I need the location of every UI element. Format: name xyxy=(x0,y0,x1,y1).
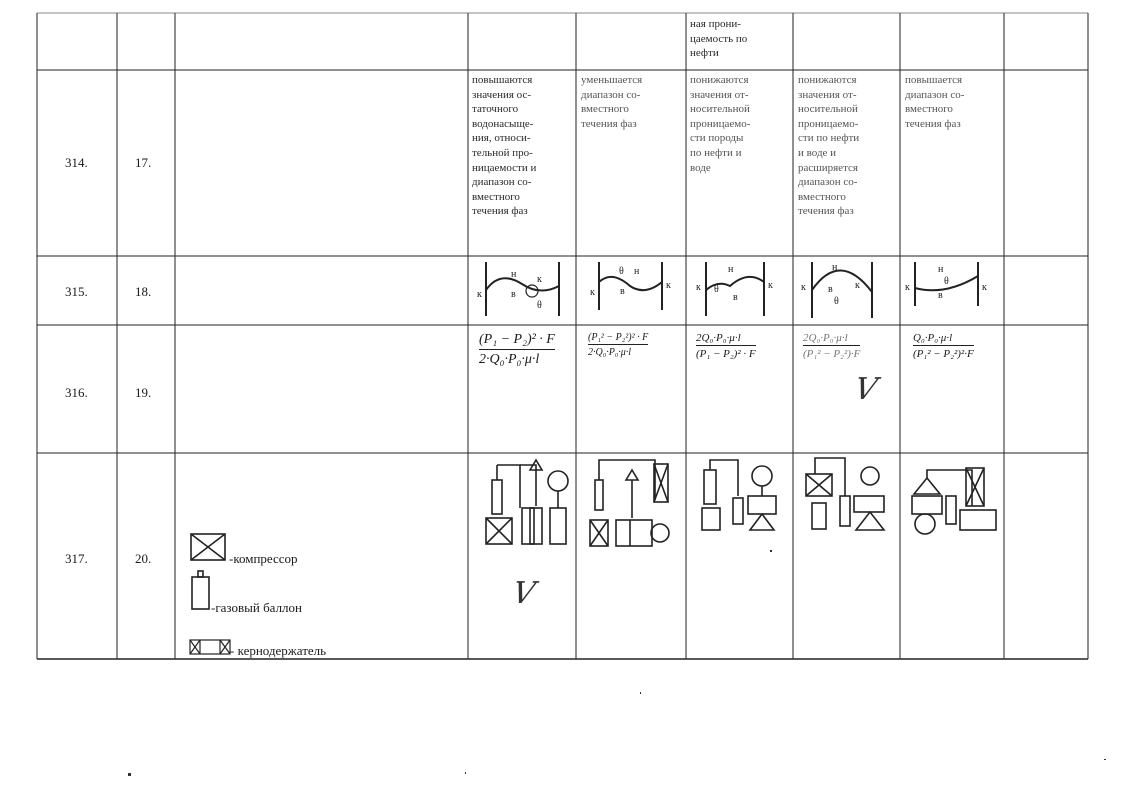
circuit-schematics xyxy=(486,458,996,546)
formula-c: 2Q₀·P₀·μ·l (P₁ − P₂)² · F xyxy=(696,332,756,360)
answer-checkmark: V xyxy=(851,372,880,407)
formula-a: (P₁ − P₂)² · F 2·Q₀·P₀·μ·l xyxy=(479,332,555,367)
svg-text:к: к xyxy=(590,287,595,298)
answer-b: уменьшается диапазон со- вместного течения фаз xyxy=(581,74,643,130)
svg-text:н: н xyxy=(832,262,838,273)
svg-text:к: к xyxy=(696,282,701,293)
svg-text:θ: θ xyxy=(619,266,624,277)
svg-text:в: в xyxy=(620,286,625,297)
formula-e: Q₀·P₀·μ·l (P₁² − P₂²)²·F xyxy=(913,332,974,360)
legend-gas-cylinder: -газовый баллон xyxy=(211,600,302,615)
row-number: 314. xyxy=(65,155,88,170)
svg-text:в: в xyxy=(938,290,943,301)
gas-cylinder-icon xyxy=(192,571,209,609)
row-number: 316. xyxy=(65,385,88,400)
svg-text:θ: θ xyxy=(714,284,719,295)
question-number: 17. xyxy=(135,155,152,170)
svg-text:к: к xyxy=(477,289,482,300)
svg-text:к: к xyxy=(982,282,987,293)
question-number: 19. xyxy=(135,385,152,400)
svg-text:к: к xyxy=(801,282,806,293)
svg-text:к: к xyxy=(905,282,910,293)
core-holder-icon xyxy=(190,640,230,654)
formula-b: (P₁² − P₂²)² · F 2·Q₀·P₀·μ·l xyxy=(588,332,649,358)
svg-text:к: к xyxy=(666,280,671,291)
formula-d: 2Q₀·P₀·μ·l (P₁² − P₂²)·F xyxy=(803,332,861,360)
svg-text:к: к xyxy=(855,280,860,291)
answer-d: понижаются значения от- носительной проницаемо- сти по нефти и воде и расширяется диапазон со- вместного течения фаз xyxy=(798,74,860,218)
svg-text:н: н xyxy=(511,269,517,280)
svg-text:в: в xyxy=(511,289,516,300)
row-number: 317. xyxy=(65,551,88,566)
svg-text:θ: θ xyxy=(944,276,949,287)
svg-text:θ: θ xyxy=(834,296,839,307)
question-number: 18. xyxy=(135,284,152,299)
compressor-icon xyxy=(191,534,225,560)
question-number: 20. xyxy=(135,551,152,566)
svg-text:н: н xyxy=(728,264,734,275)
answer-a: повышаются значения ос- таточного водонасыще- ния, относи- тельной про- ницаемости и диапазон со- вместного течения фаз xyxy=(472,74,537,218)
svg-text:θ: θ xyxy=(537,300,542,311)
svg-text:н: н xyxy=(938,264,944,275)
svg-text:в: в xyxy=(828,284,833,295)
svg-text:к: к xyxy=(768,280,773,291)
answer-e: повышается диапазон со- вместного течения фаз xyxy=(905,74,965,130)
row-number: 315. xyxy=(65,284,88,299)
svg-text:в: в xyxy=(733,292,738,303)
legend-compressor: -компрессор xyxy=(229,551,298,566)
svg-text:н: н xyxy=(634,266,640,277)
answer-c: понижаются значения от- носительной проницаемо- сти породы по нефти и воде xyxy=(690,74,751,174)
answer-checkmark: V xyxy=(509,576,538,611)
svg-text:к: к xyxy=(537,274,542,285)
header-fragment: ная прони- цаемость по нефти xyxy=(690,18,748,60)
legend-core-holder: - кернодержатель xyxy=(230,643,327,658)
